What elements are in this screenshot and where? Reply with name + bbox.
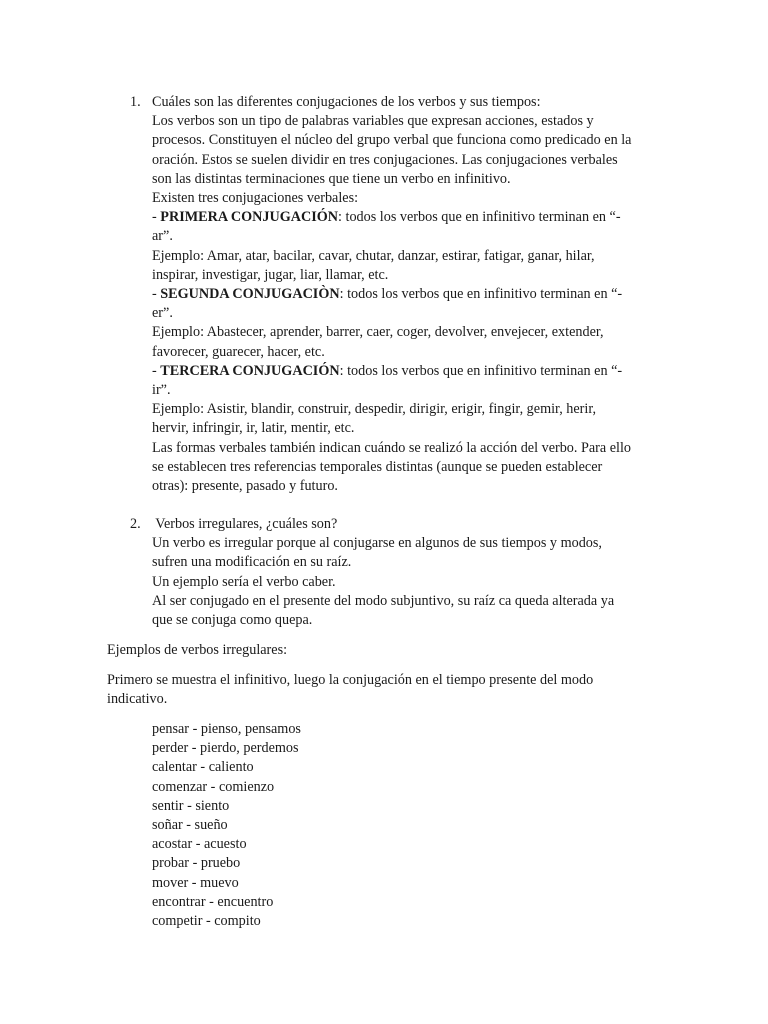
dash: - xyxy=(152,362,161,379)
verb-item: encontrar - encuentro xyxy=(152,893,274,910)
list-number: 2. xyxy=(130,516,141,532)
section-heading: Cuáles son las diferentes conjugaciones de los verbos y sus tiempos: xyxy=(152,94,541,110)
text-line: ir”. xyxy=(152,382,171,399)
conjugation-title: TERCERA CONJUGACIÓN xyxy=(160,362,340,379)
example-line: favorecer, guarecer, hacer, etc. xyxy=(152,343,325,360)
verb-item: calentar - caliento xyxy=(152,759,254,776)
verb-list xyxy=(152,720,301,931)
list-item-body xyxy=(152,93,672,496)
text-line: oración. Estos se suelen dividir en tres conjugaciones. Las conjugaciones verbales xyxy=(152,151,618,168)
example-line: hervir, infringir, ir, latir, mentir, etc. xyxy=(152,420,355,437)
text-line: er”. xyxy=(152,305,173,322)
verb-item: pensar - pienso, pensamos xyxy=(152,721,301,737)
text-line: Los verbos son un tipo de palabras variables que expresan acciones, estados y xyxy=(152,113,594,130)
example-line: Ejemplo: Asistir, blandir, construir, despedir, dirigir, erigir, fingir, gemir, herir, xyxy=(152,401,597,418)
list-number: 1. xyxy=(130,94,141,110)
text-line: indicativo. xyxy=(107,691,168,708)
examples-heading: Ejemplos de verbos irregulares: xyxy=(107,642,288,658)
conjugation-desc: : todos los verbos que en infinitivo terminan en “- xyxy=(339,286,623,303)
text-line: otras): presente, pasado y futuro. xyxy=(152,478,338,495)
examples-heading-block xyxy=(107,641,667,660)
conjugation-first xyxy=(152,208,672,227)
text-line: son las distintas terminaciones que tiene un verbo en infinitivo. xyxy=(152,170,511,187)
verb-item: competir - compito xyxy=(152,913,261,930)
text-line: se establecen tres referencias temporales distintas (aunque se pueden establecer xyxy=(152,458,603,475)
example-line: Ejemplo: Abastecer, aprender, barrer, caer, coger, devolver, envejecer, extender, xyxy=(152,324,604,341)
verb-item: perder - pierdo, perdemos xyxy=(152,740,299,757)
verb-item: probar - pruebo xyxy=(152,855,241,872)
conjugation-second xyxy=(152,285,672,304)
text-line: Las formas verbales también indican cuándo se realizó la acción del verbo. Para ello xyxy=(152,439,632,456)
text-line: Al ser conjugado en el presente del modo subjuntivo, su raíz ca queda alterada ya xyxy=(152,592,615,609)
text-line: que se conjuga como quepa. xyxy=(152,612,313,629)
list-item-body xyxy=(152,515,672,630)
dash: - xyxy=(152,209,161,226)
intro-block xyxy=(107,671,667,709)
conjugation-desc: : todos los verbos que en infinitivo terminan en “- xyxy=(339,362,623,379)
text-line: ar”. xyxy=(152,228,173,245)
text-line: procesos. Constituyen el núcleo del grupo verbal que funciona como predicado en la xyxy=(152,132,632,149)
example-line: inspirar, investigar, jugar, liar, llamar, etc. xyxy=(152,266,389,283)
conjugation-title: PRIMERA CONJUGACIÓN xyxy=(160,209,339,226)
conjugation-desc: : todos los verbos que en infinitivo terminan en “- xyxy=(338,209,621,226)
text-line: sufren una modificación en su raíz. xyxy=(152,554,352,571)
text-line: Primero se muestra el infinitivo, luego la conjugación en el tiempo presente del modo xyxy=(107,672,594,688)
text-line: Un verbo es irregular porque al conjugarse en algunos de sus tiempos y modos, xyxy=(152,535,602,552)
verb-item: acostar - acuesto xyxy=(152,836,247,853)
verb-item: comenzar - comienzo xyxy=(152,778,275,795)
conjugation-title: SEGUNDA CONJUGACIÒN xyxy=(160,286,340,303)
section-heading: Verbos irregulares, ¿cuáles son? xyxy=(152,516,338,532)
text-line: Un ejemplo sería el verbo caber. xyxy=(152,573,336,590)
dash: - xyxy=(152,286,161,303)
verb-item: soñar - sueño xyxy=(152,817,228,834)
example-line: Ejemplo: Amar, atar, bacilar, cavar, chutar, danzar, estirar, fatigar, ganar, hilar, xyxy=(152,247,595,264)
text-line: Existen tres conjugaciones verbales: xyxy=(152,190,359,207)
verb-item: sentir - siento xyxy=(152,797,230,814)
verb-item: mover - muevo xyxy=(152,874,239,891)
conjugation-third xyxy=(152,362,672,381)
